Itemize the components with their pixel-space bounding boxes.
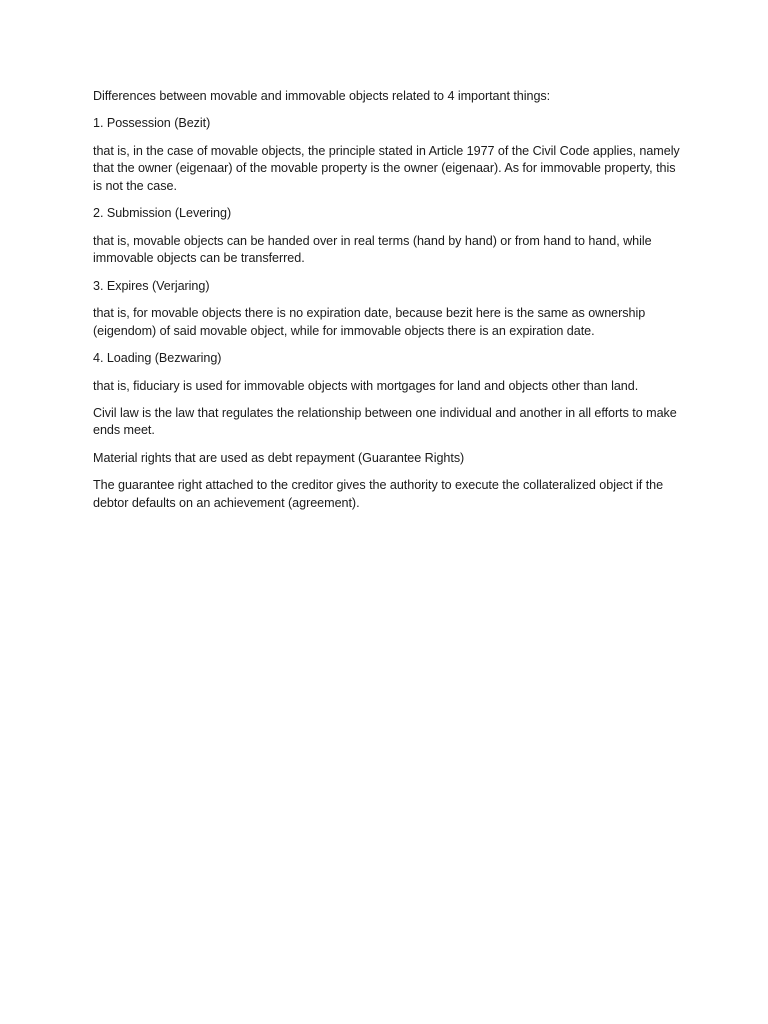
civil-law-definition: Civil law is the law that regulates the relationship between one individual and another in all efforts to make ends meet. <box>93 405 677 438</box>
section-heading-submission: 2. Submission (Levering) <box>93 206 232 221</box>
section-text-expires: that is, for movable objects there is no expiration date, because bezit here is the same as ownership (eigendom) of said movable object, while for immovable objects there is an expiration date. <box>93 306 646 338</box>
section-text-possession: that is, in the case of movable objects, the principle stated in Article 1977 of the Civil Code applies, namely that the owner (eigenaar) of the movable property is the owner (eigenaar). As for immovable property, this is not the case. <box>93 143 680 193</box>
guarantee-rights-heading: Material rights that are used as debt repayment (Guarantee Rights) <box>93 450 465 465</box>
section-heading-expires: 3. Expires (Verjaring) <box>93 278 210 293</box>
intro-heading: Differences between movable and immovable objects related to 4 important things: <box>93 89 551 103</box>
section-text-submission: that is, movable objects can be handed over in real terms (hand by hand) or from hand to hand, while immovable objects can be transferred. <box>93 233 652 266</box>
section-heading-possession: 1. Possession (Bezit) <box>93 116 211 131</box>
guarantee-rights-text: The guarantee right attached to the creditor gives the authority to execute the collateralized object if the debtor defaults on an achievement (agreement). <box>93 478 664 510</box>
section-heading-loading: 4. Loading (Bezwaring) <box>93 351 222 366</box>
section-text-loading: that is, fiduciary is used for immovable objects with mortgages for land and objects other than land. <box>93 378 639 393</box>
document-body <box>93 88 683 522</box>
